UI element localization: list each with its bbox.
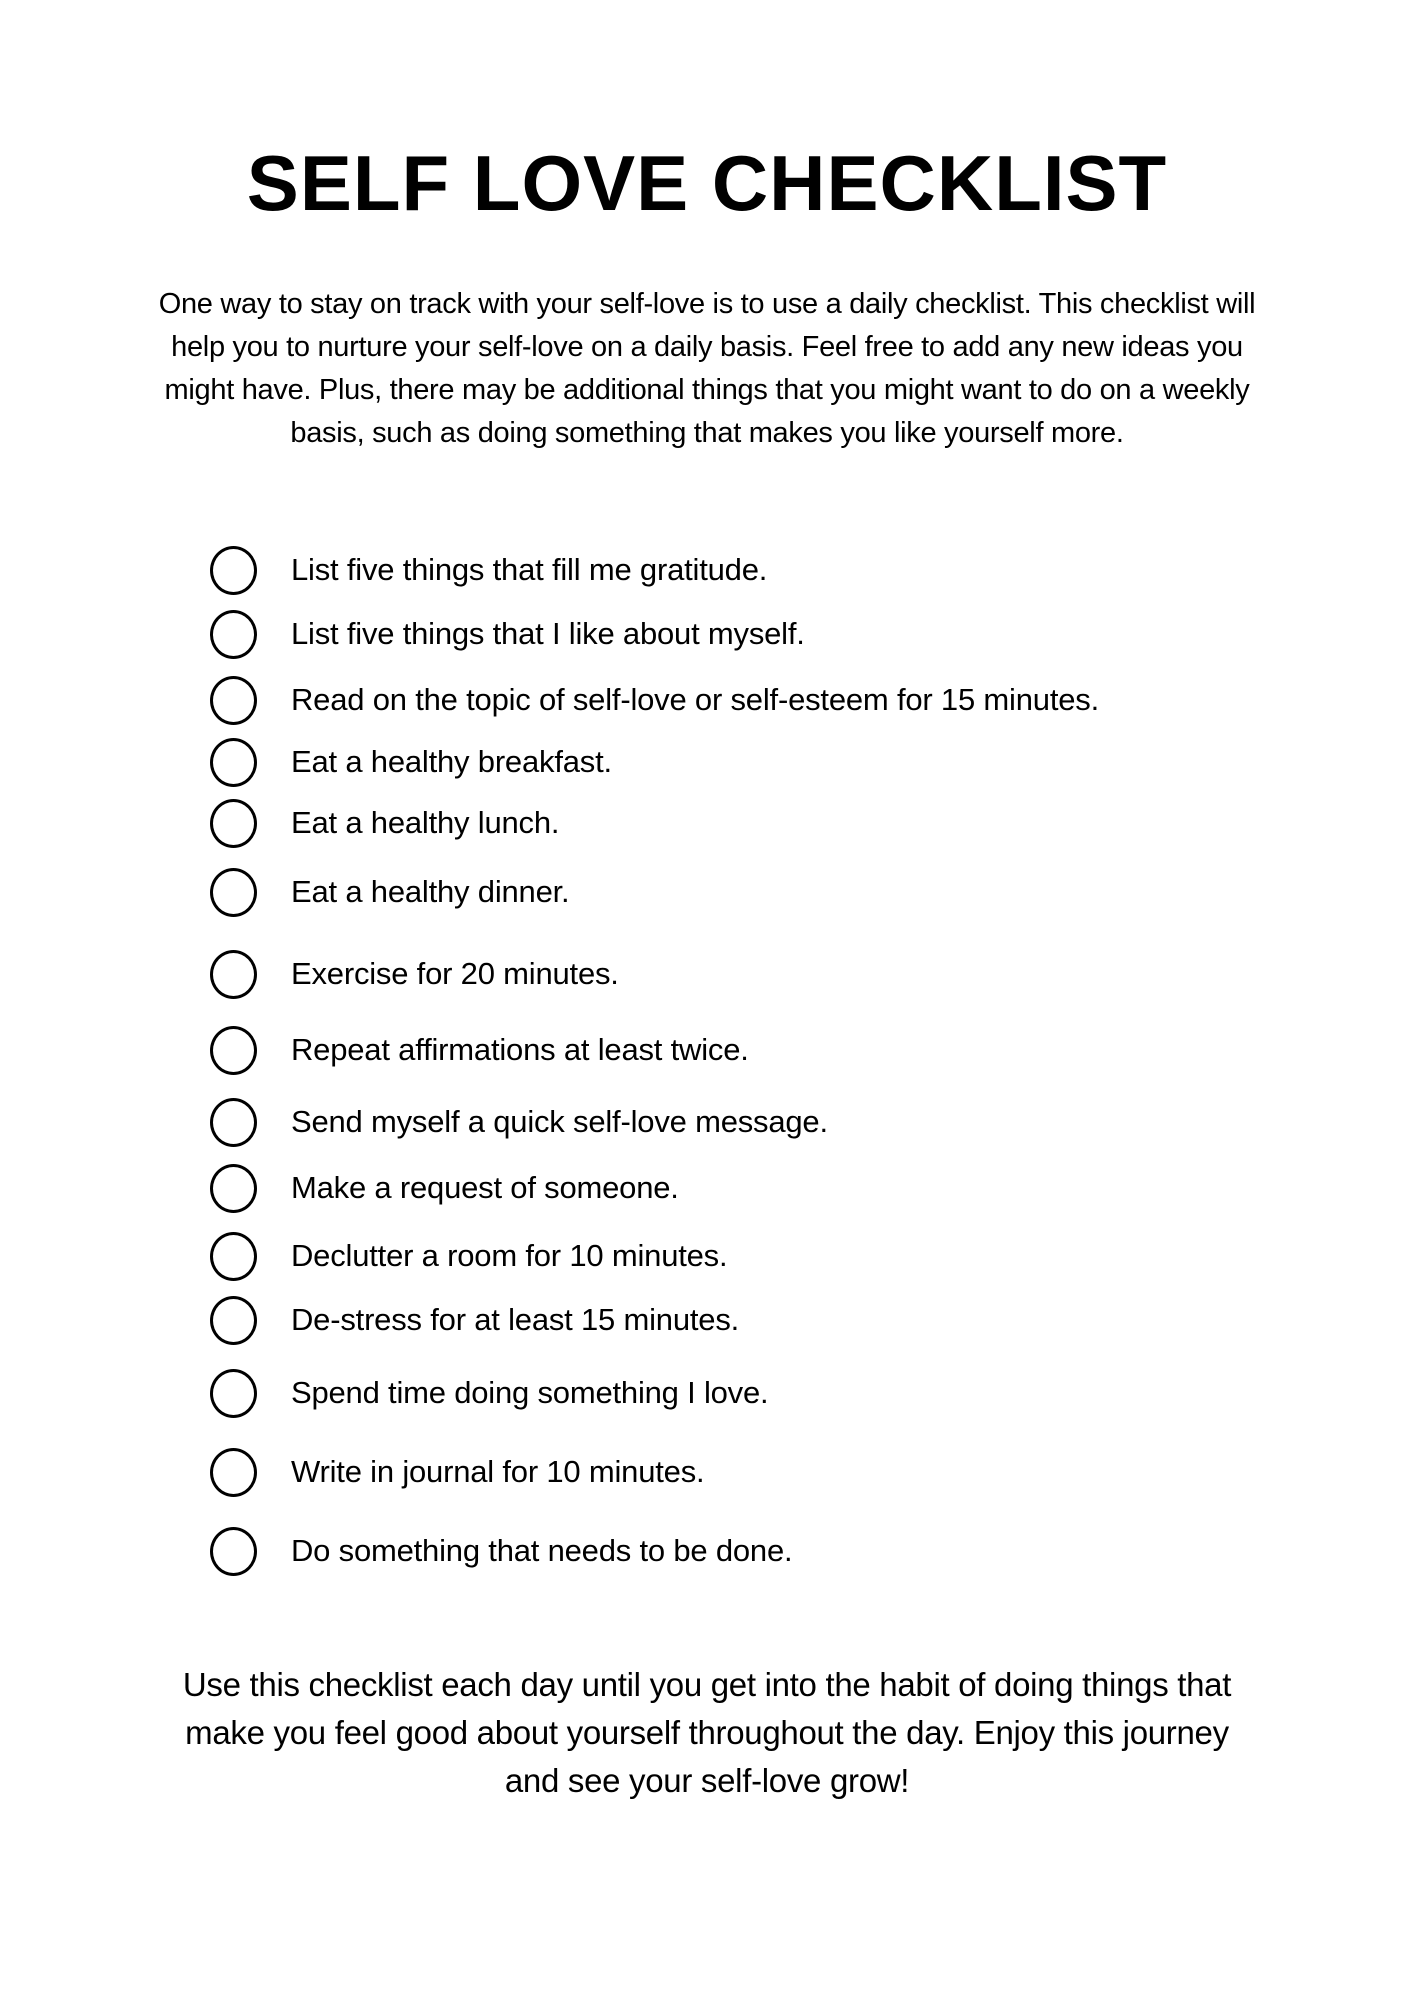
checklist-item <box>210 1027 1310 1073</box>
checklist-item <box>210 1233 1310 1279</box>
paragraph-line: make you feel good about yourself throughout the day. Enjoy this journey <box>185 1714 1229 1751</box>
checkbox-circle[interactable] <box>210 1232 257 1281</box>
checklist-item <box>210 547 1310 593</box>
paragraph-line: basis, such as doing something that makes you like yourself more. <box>290 417 1124 449</box>
checklist-item-label: List five things that I like about myself. <box>291 616 805 651</box>
checklist-item-label: Exercise for 20 minutes. <box>291 956 619 991</box>
paragraph-line: might have. Plus, there may be additional things that you might want to do on a weekly <box>164 374 1250 406</box>
paragraph-line: help you to nurture your self-love on a daily basis. Feel free to add any new ideas you <box>171 331 1243 363</box>
checkbox-circle[interactable] <box>210 1296 257 1345</box>
checkbox-circle[interactable] <box>210 1026 257 1075</box>
checklist-item-label: Eat a healthy lunch. <box>291 805 560 840</box>
checklist-item-label: Write in journal for 10 minutes. <box>291 1454 705 1489</box>
checklist-item-label: Spend time doing something I love. <box>291 1375 769 1410</box>
checkbox-circle[interactable] <box>210 738 257 787</box>
checklist-item-label: De-stress for at least 15 minutes. <box>291 1302 740 1337</box>
page-title: SELF LOVE CHECKLIST <box>246 139 1168 227</box>
checkbox-circle[interactable] <box>210 950 257 999</box>
checklist-item-label: Repeat affirmations at least twice. <box>291 1032 749 1067</box>
checklist-item <box>210 1449 1310 1495</box>
checklist-item-label: Make a request of someone. <box>291 1170 679 1205</box>
checkbox-circle[interactable] <box>210 1527 257 1576</box>
checkbox-circle[interactable] <box>210 546 257 595</box>
checkbox-circle[interactable] <box>210 799 257 848</box>
checklist-item <box>210 800 1310 846</box>
checklist-item <box>210 1528 1310 1574</box>
checklist-item <box>210 869 1310 915</box>
checklist-item-label: Eat a healthy breakfast. <box>291 744 612 779</box>
checklist-item <box>210 739 1310 785</box>
checklist-item <box>210 951 1310 997</box>
checklist-item-label: Send myself a quick self-love message. <box>291 1104 828 1139</box>
checklist-item <box>210 1297 1310 1343</box>
checklist-item-label: Declutter a room for 10 minutes. <box>291 1238 728 1273</box>
checklist-item <box>210 1370 1310 1416</box>
checklist-item <box>210 677 1310 723</box>
checklist-item <box>210 1165 1310 1211</box>
checklist-item-label: Do something that needs to be done. <box>291 1533 793 1568</box>
checkbox-circle[interactable] <box>210 868 257 917</box>
checkbox-circle[interactable] <box>210 610 257 659</box>
footer-paragraph <box>27 1661 1387 1805</box>
checkbox-circle[interactable] <box>210 676 257 725</box>
checklist <box>210 547 1310 1574</box>
paragraph-line: Use this checklist each day until you get into the habit of doing things that <box>182 1666 1232 1703</box>
intro-paragraph <box>37 283 1377 455</box>
checklist-item-label: List five things that fill me gratitude. <box>291 552 768 587</box>
paragraph-line: and see your self-love grow! <box>504 1762 910 1799</box>
checkbox-circle[interactable] <box>210 1098 257 1147</box>
checklist-item-label: Eat a healthy dinner. <box>291 874 570 909</box>
paragraph-line: One way to stay on track with your self-love is to use a daily checklist. This checklist will <box>158 288 1256 320</box>
checklist-item <box>210 611 1310 657</box>
checkbox-circle[interactable] <box>210 1164 257 1213</box>
checklist-item-label: Read on the topic of self-love or self-esteem for 15 minutes. <box>291 682 1099 717</box>
checkbox-circle[interactable] <box>210 1448 257 1497</box>
checklist-item <box>210 1099 1310 1145</box>
checkbox-circle[interactable] <box>210 1369 257 1418</box>
